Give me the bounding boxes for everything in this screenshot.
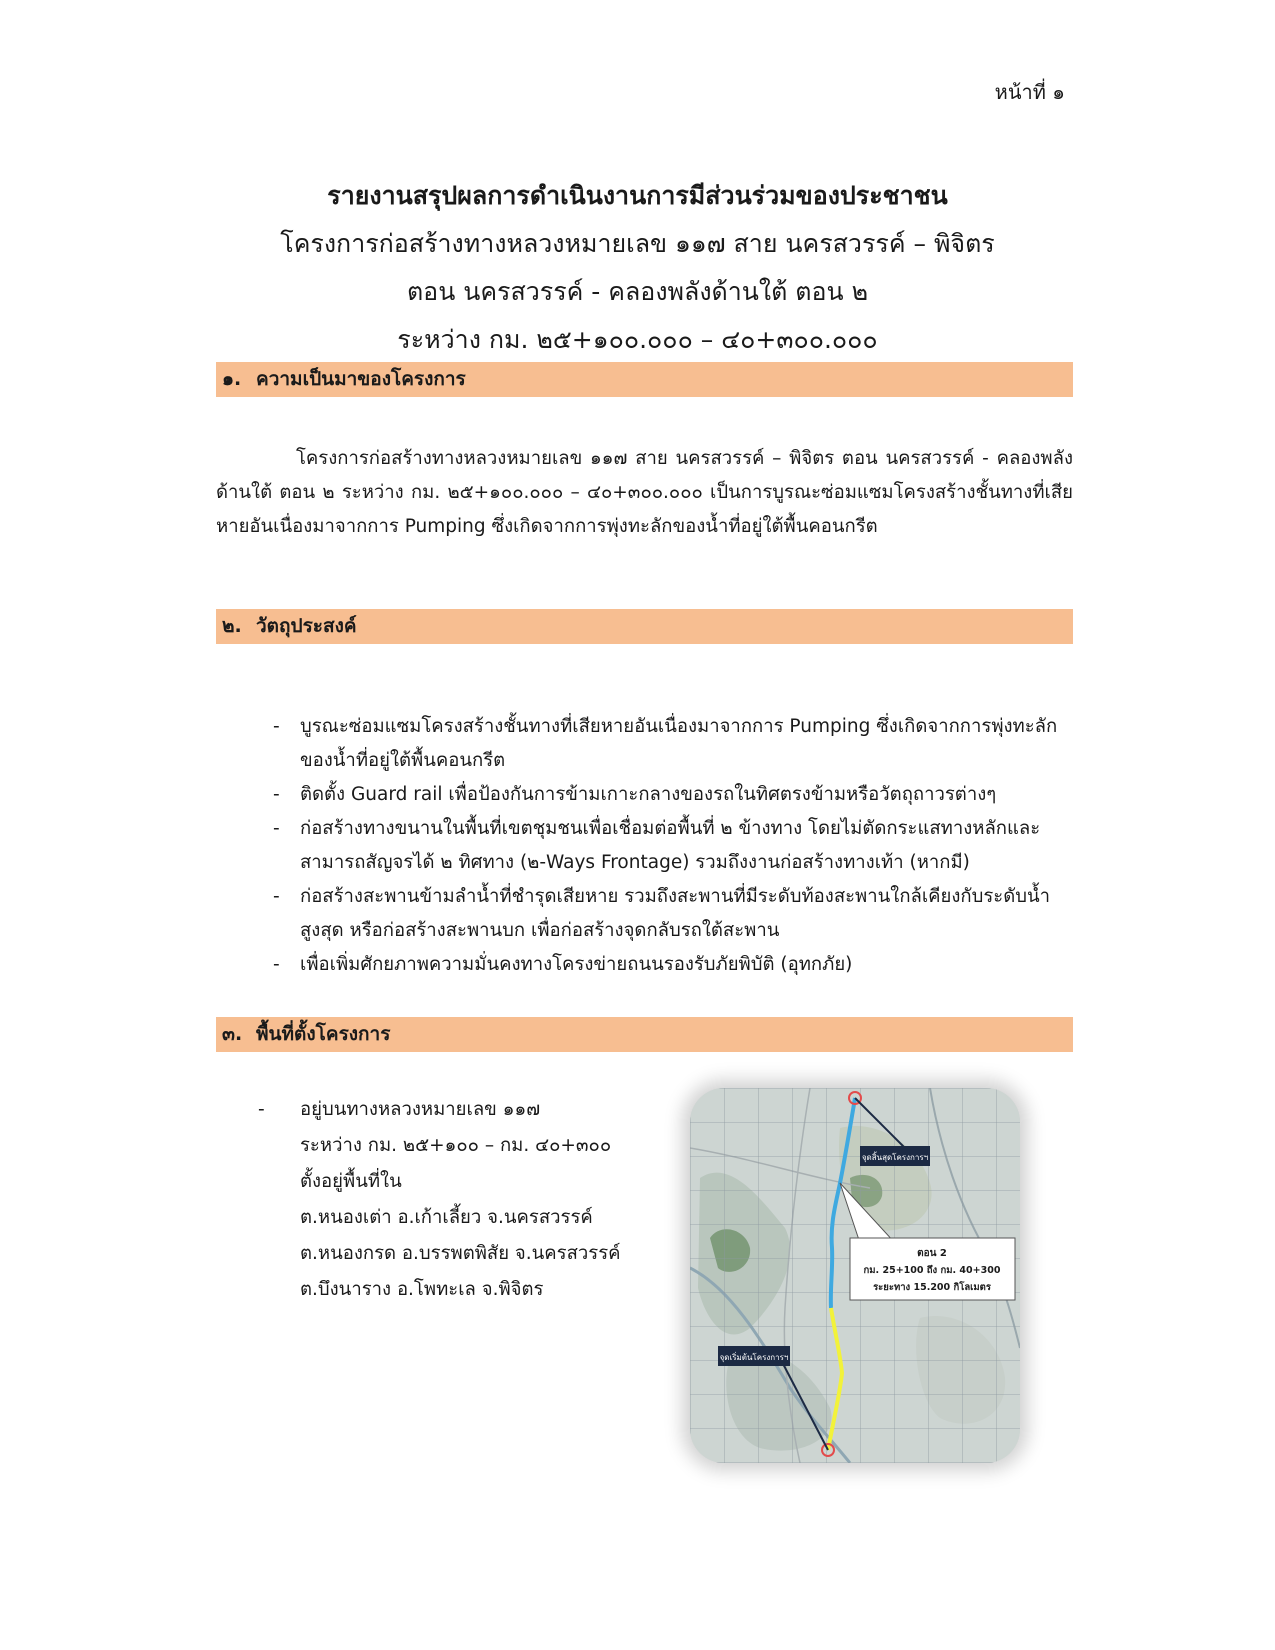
map-graphic (690, 1088, 1020, 1463)
project-name: โครงการก่อสร้างทางหลวงหมายเลข ๑๑๗ สาย นครสวรรค์ – พิจิตร (280, 229, 995, 258)
section-number: ๑. (222, 368, 242, 390)
section-number: ๒. (222, 615, 242, 637)
bullet-dash: - (273, 818, 280, 839)
section-title: พื้นที่ตั้งโครงการ (256, 1023, 391, 1045)
background-paragraph (216, 442, 1073, 544)
location-line: ต.บึงนาราง อ.โพทะเล จ.พิจิตร (300, 1279, 544, 1300)
list-item (268, 778, 1058, 812)
project-section: ตอน นครสวรรค์ - คลองพลังด้านใต้ ตอน ๒ (406, 277, 869, 306)
bullet-dash: - (258, 1099, 265, 1120)
location-line: ต.หนองกรด อ.บรรพตพิสัย จ.นครสวรรค์ (300, 1243, 621, 1264)
objective-text: ก่อสร้างสะพานข้ามลำน้ำที่ชำรุดเสียหาย รวมถึงสะพานที่มีระดับท้องสะพานใกล้เคียงกับระดับน้ำสูงสุด หรือก่อสร้างสะพานบก เพื่อก่อสร้างจุดกลับรถใต้สะพาน (300, 886, 1051, 941)
location-details (258, 1092, 668, 1308)
section-header-location (216, 1017, 1073, 1052)
section-title: วัตถุประสงค์ (256, 615, 357, 637)
location-line: อยู่บนทางหลวงหมายเลข ๑๑๗ (300, 1099, 541, 1120)
report-title: รายงานสรุปผลการดำเนินงานการมีส่วนร่วมของประชาชน (327, 181, 948, 210)
bullet-dash: - (273, 784, 280, 805)
project-range: ระหว่าง กม. ๒๕+๑๐๐.๐๐๐ – ๔๐+๓๐๐.๐๐๐ (397, 325, 878, 354)
objective-text: ติดตั้ง Guard rail เพื่อป้องกันการข้ามเกาะกลางของรถในทิศตรงข้ามหรือวัตถุถาวรต่างๆ (300, 784, 997, 805)
bullet-dash: - (273, 886, 280, 907)
callout-section: ตอน 2 (917, 1248, 947, 1259)
list-item (268, 710, 1058, 778)
start-label-text: จุดเริ่มต้นโครงการฯ (719, 1353, 789, 1362)
location-line: ระหว่าง กม. ๒๕+๑๐๐ – กม. ๔๐+๓๐๐ (300, 1135, 612, 1156)
end-label-text: จุดสิ้นสุดโครงการฯ (861, 1153, 929, 1162)
objective-text: บูรณะซ่อมแซมโครงสร้างชั้นทางที่เสียหายอันเนื่องมาจากการ Pumping ซึ่งเกิดจากการพุ่งทะลักของน้ำที่อยู่ใต้พื้นคอนกรีต (300, 716, 1058, 771)
bullet-dash: - (273, 716, 280, 737)
section-number: ๓. (222, 1023, 243, 1045)
title-block (0, 172, 1275, 364)
objectives-list (268, 710, 1058, 982)
bullet-dash: - (273, 954, 280, 975)
page-number: หน้าที่ ๑ (994, 80, 1065, 104)
callout-distance: ระยะทาง 15.200 กิโลเมตร (873, 1282, 991, 1293)
objective-text: ก่อสร้างทางขนานในพื้นที่เขตชุมชนเพื่อเชื่อมต่อพื้นที่ ๒ ข้างทาง โดยไม่ตัดกระแสทางหลักและสามารถสัญจรได้ ๒ ทิศทาง (๒-Ways Frontage) รวมถึงงานก่อสร้างทางเท้า (หากมี) (300, 818, 1041, 873)
section-header-objectives (216, 609, 1073, 644)
location-line: ต.หนองเต่า อ.เก้าเลี้ยว จ.นครสวรรค์ (300, 1207, 593, 1228)
objective-text: เพื่อเพิ่มศักยภาพความมั่นคงทางโครงข่ายถนนรองรับภัยพิบัติ (อุทกภัย) (300, 954, 853, 975)
background-text: โครงการก่อสร้างทางหลวงหมายเลข ๑๑๗ สาย นครสวรรค์ – พิจิตร ตอน นครสวรรค์ - คลองพลังด้านใต้ ตอน ๒ ระหว่าง กม. ๒๕+๑๐๐.๐๐๐ – ๔๐+๓๐๐.๐๐๐ เป็นการบูรณะซ่อมแซมโครงสร้างชั้นทางที่เสียหายอันเนื่องมาจากการ Pumping ซึ่งเกิดจากการพุ่งทะลักของน้ำที่อยู่ใต้พื้นคอนกรีต (216, 448, 1073, 537)
list-item (268, 812, 1058, 880)
list-item (268, 948, 1058, 982)
callout-range: กม. 25+100 ถึง กม. 40+300 (863, 1265, 1001, 1276)
location-line: ตั้งอยู่พื้นที่ใน (300, 1171, 402, 1192)
section-title: ความเป็นมาของโครงการ (256, 368, 466, 390)
project-location-map (690, 1088, 1020, 1463)
section-header-background (216, 362, 1073, 397)
list-item (268, 880, 1058, 948)
